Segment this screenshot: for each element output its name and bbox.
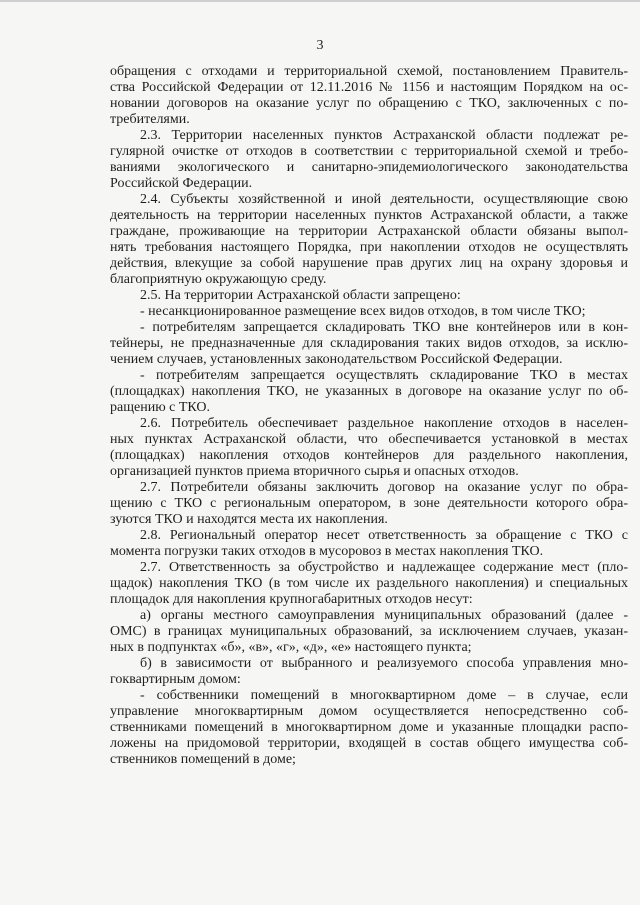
text-line: - потребителям запрещается осуществлять складирование ТКО в местах [140, 368, 628, 383]
text-line: организацией пунктов приема вторичного сырья и опасных отходов. [110, 464, 519, 479]
paragraph-p-2-5-c [110, 368, 628, 416]
paragraph-p-2-5-b [110, 320, 628, 368]
text-line: обращения с отходами и территориальной схемой, постановлением Правитель- [110, 64, 628, 79]
scan-edge [0, 0, 640, 2]
paragraph-p-b [110, 656, 628, 688]
paragraph-p-2-6 [110, 416, 628, 480]
text-line: нять требования настоящего Порядка, при накоплении отходов не осуществлять [110, 240, 628, 255]
text-line: ственников помещений в доме; [110, 752, 296, 767]
text-line: чением случаев, установленных законодательством Российской Федерации. [110, 352, 563, 367]
paragraph-p-b-1 [110, 688, 628, 768]
text-line: 2.3. Территории населенных пунктов Астраханской области подлежат ре- [140, 128, 628, 143]
text-line: ства Российской Федерации от 12.11.2016 № 1156 и настоящим Порядком на ос- [110, 80, 628, 95]
paragraph-p-intro [110, 64, 628, 128]
text-line: 2.5. На территории Астраханской области запрещено: [140, 288, 461, 303]
text-line: Российской Федерации. [110, 176, 253, 191]
text-line: ОМС) в границах муниципальных образований, за исключением случаев, указан- [110, 624, 628, 639]
text-line: (площадках) накопления ТКО, не указанных в договоре на оказание услуг по об- [110, 384, 628, 399]
text-line: тейнеры, не предназначенные для складирования таких видов отходов, за исклю- [110, 336, 628, 351]
text-line: 2.6. Потребитель обеспечивает раздельное накопление отходов в населен- [140, 416, 628, 431]
paragraph-p-2-3 [110, 128, 628, 192]
paragraph-p-2-5 [110, 288, 628, 304]
text-line: - собственники помещений в многоквартирном доме – в случае, если [140, 688, 628, 703]
text-line: б) в зависимости от выбранного и реализуемого способа управления мно- [140, 656, 628, 671]
text-line: ственниками помещений в многоквартирном доме и указанные площадки распо- [110, 720, 628, 735]
text-line: момента погрузки таких отходов в мусоровоз в местах накопления ТКО. [110, 544, 544, 559]
text-line: благоприятную окружающую среду. [110, 272, 327, 287]
text-line: площадок для накопления крупногабаритных отходов несут: [110, 592, 473, 607]
text-line: гулярной очистке от отходов в соответствии с территориальной схемой и требо- [110, 144, 628, 159]
paragraph-p-2-7a [110, 480, 628, 528]
paragraph-p-2-8 [110, 528, 628, 560]
text-line: а) органы местного самоуправления муниципальных образований (далее - [140, 608, 628, 623]
text-line: ваниями экологического и санитарно-эпидемиологического законодательства [110, 160, 628, 175]
text-line: ных пунктах Астраханской области, что обеспечивается установкой в местах [110, 432, 628, 447]
text-line: управление многоквартирным домом осуществляется непосредственно соб- [110, 704, 628, 719]
paragraph-p-a [110, 608, 628, 656]
text-line: гоквартирным домом: [110, 672, 241, 687]
paragraph-p-2-7b [110, 560, 628, 608]
page-number: 3 [316, 38, 324, 53]
text-line: (площадках) накопления отходов контейнеров для раздельного накопления, [110, 448, 628, 463]
text-line: ращению с ТКО. [110, 400, 211, 415]
text-line: щадок) накопления ТКО (в том числе их раздельного накопления) и специальных [110, 576, 628, 591]
text-line: щению с ТКО с региональным оператором, в зоне деятельности которого обра- [110, 496, 628, 511]
document-body [110, 64, 628, 768]
text-line: 2.8. Региональный оператор несет ответственность за обращение с ТКО с [140, 528, 628, 543]
text-line: граждане, проживающие на территории Астраханской области обязаны выпол- [110, 224, 628, 239]
text-line: 2.4. Субъекты хозяйственной и иной деятельности, осуществляющие свою [140, 192, 628, 207]
text-line: - потребителям запрещается складировать ТКО вне контейнеров или в кон- [140, 320, 628, 335]
text-line: 2.7. Потребители обязаны заключить договор на оказание услуг по обра- [140, 480, 628, 495]
text-line: деятельность на территории населенных пунктов Астраханской области, а также [110, 208, 628, 223]
text-line: ложены на придомовой территории, входящей в состав общего имущества соб- [110, 736, 628, 751]
text-line: действия, влекущие за собой нарушение прав других лиц на охрану здоровья и [110, 256, 628, 271]
paragraph-p-2-4 [110, 192, 628, 288]
paragraph-p-2-5-a [110, 304, 628, 320]
text-line: требителями. [110, 112, 190, 127]
text-line: 2.7. Ответственность за обустройство и надлежащее содержание мест (пло- [140, 560, 628, 575]
text-line: новании договоров на оказание услуг по обращению с ТКО, заключенных с по- [110, 96, 628, 111]
text-line: зуются ТКО и находятся места их накопления. [110, 512, 388, 527]
text-line: ных в подпунктах «б», «в», «г», «д», «е» настоящего пункта; [110, 640, 472, 655]
text-line: - несанкционированное размещение всех видов отходов, в том числе ТКО; [140, 304, 586, 319]
